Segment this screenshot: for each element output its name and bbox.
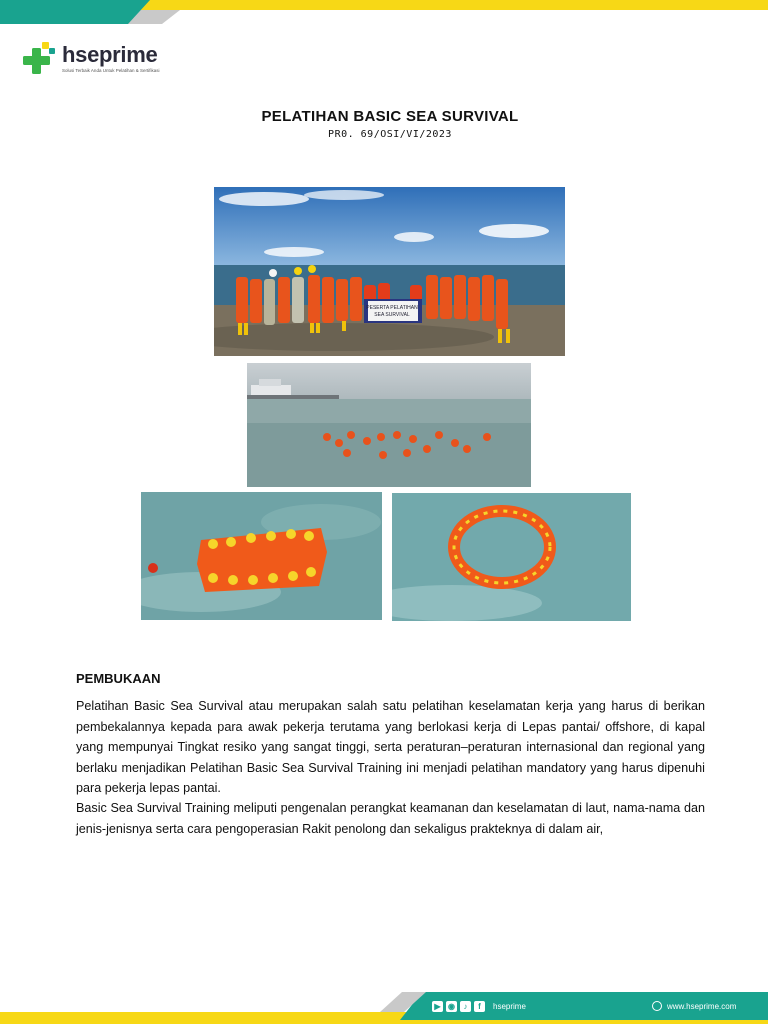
banner-line-2: SEA SURVIVAL [374,312,410,318]
globe-icon [652,1001,662,1011]
website-link[interactable]: www.hseprime.com [667,1001,737,1011]
cross-logo-icon [22,42,58,74]
banner-line-1: PESERTA PELATIHAN [366,305,418,311]
brand-tagline: Solusi Terbaik Anda Untuk Pelatihan & Sertifikasi [62,67,160,73]
facebook-icon[interactable]: f [474,1001,485,1012]
document-code: PR0. 69/OSI/VI/2023 [328,129,452,140]
swimmers-near-boat-photo [247,363,531,487]
footer-social [432,1001,526,1012]
instagram-icon[interactable]: ◉ [446,1001,457,1012]
youtube-icon[interactable]: ▶ [432,1001,443,1012]
brand-name: hseprime [62,41,158,67]
document-title: PELATIHAN BASIC SEA SURVIVAL [261,108,519,125]
social-handle[interactable]: hseprime [493,1002,526,1011]
brand-logo[interactable] [22,42,159,74]
paragraph-2: Basic Sea Survival Training meliputi pengenalan perangkat keamanan dan keselamatan di laut, nama-nama dan jenis-jenisnya serta cara pengoperasian Rakit penolong dan sekaligus prakteknya di dalam air, [76,801,705,836]
paragraph-1: Pelatihan Basic Sea Survival atau merupakan salah satu pelatihan keselamatan kerja yang harus di berikan pembekalannya kepada para awak pekerja terutama yang berlokasi kerja di Lepas pantai/ offshore, di kapal yang mempunyai Tingkat resiko yang sangat tinggi, serta peraturan–peraturan internasional dan regional yang berlaku menjadikan Pelatihan Basic Sea Survival Training ini menjadi pelatihan mandatory yang harus dipenuhi para pekerja lepas pantai. [76,699,705,795]
circle-formation-photo [392,493,631,621]
group-beach-photo [214,187,565,356]
section-heading: PEMBUKAAN [76,671,161,686]
raft-formation-photo [141,492,382,620]
top-teal-band [0,0,150,24]
footer-website[interactable] [652,1001,736,1011]
tiktok-icon[interactable]: ♪ [460,1001,471,1012]
